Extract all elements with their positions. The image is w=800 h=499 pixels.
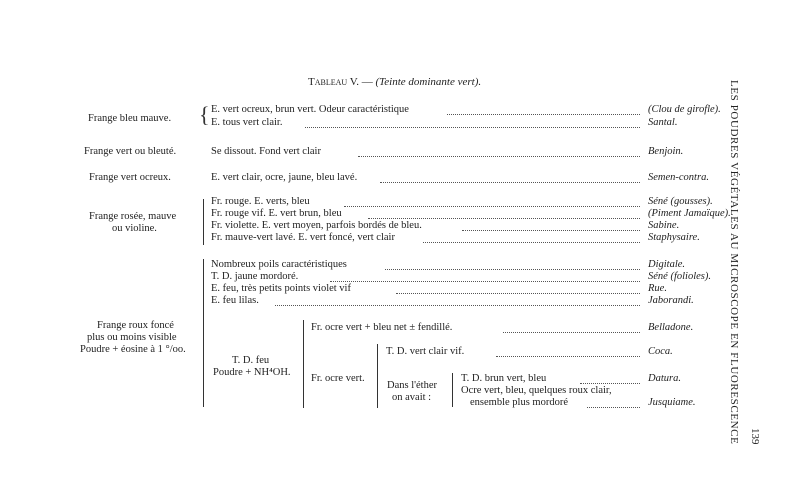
ether-label-line1: Dans l'éther bbox=[387, 380, 437, 391]
dot-leader bbox=[380, 182, 640, 183]
row-desc: Ocre vert, bleu, quelques roux clair, bbox=[461, 385, 612, 396]
row-plant: Benjoin. bbox=[648, 146, 684, 157]
row-plant: Staphysaire. bbox=[648, 232, 700, 243]
row-desc: Fr. mauve-vert lavé. E. vert foncé, vert clair bbox=[211, 232, 395, 243]
brace-line bbox=[377, 344, 378, 408]
group-label-frange-roux-line2: plus ou moins visible bbox=[87, 332, 177, 343]
dot-leader bbox=[344, 206, 640, 207]
row-plant: Sabine. bbox=[648, 220, 680, 231]
row-desc: T. D. brun vert, bleu bbox=[461, 373, 547, 384]
dot-leader bbox=[275, 305, 640, 306]
brace-glyph: { bbox=[199, 102, 210, 127]
row-desc: Fr. violette. E. vert moyen, parfois bordés de bleu. bbox=[211, 220, 422, 231]
page-number: 139 bbox=[749, 428, 761, 445]
dot-leader bbox=[423, 242, 640, 243]
dot-leader bbox=[368, 218, 640, 219]
row-plant: Digitale. bbox=[648, 259, 686, 270]
row-desc: E. vert clair, ocre, jaune, bleu lavé. bbox=[211, 172, 358, 183]
running-head: LES POUDRES VÉGÉTALES AU MICROSCOPE EN FLUORESCENCE bbox=[728, 80, 740, 445]
ether-label-line2: on avait : bbox=[392, 392, 432, 403]
row-desc: E. feu, très petits points violet vif bbox=[211, 283, 351, 294]
dot-leader bbox=[447, 114, 640, 115]
brace-line bbox=[452, 373, 453, 407]
dot-leader bbox=[305, 127, 640, 128]
row-plant: Belladone. bbox=[648, 322, 694, 333]
group-label-frange-vert-bleute: Frange vert ou bleuté. bbox=[84, 146, 177, 157]
row-plant: (Piment Jamaïque). bbox=[648, 208, 731, 219]
dot-leader bbox=[396, 293, 640, 294]
row-desc: E. feu lilas. bbox=[211, 295, 259, 306]
row-plant: Rue. bbox=[648, 283, 667, 294]
dot-leader bbox=[330, 281, 640, 282]
dot-leader bbox=[358, 156, 640, 157]
brace-line bbox=[203, 259, 204, 407]
group-label-frange-rosee-line2: ou violine. bbox=[112, 223, 157, 234]
table-title-subtitle: (Teinte dominante vert). bbox=[375, 76, 482, 88]
row-plant: Coca. bbox=[648, 346, 673, 357]
dot-leader bbox=[385, 269, 640, 270]
group-label-frange-rosee-line1: Frange rosée, mauve bbox=[89, 211, 177, 222]
row-plant: Santal. bbox=[648, 117, 678, 128]
row-plant: Semen-contra. bbox=[648, 172, 709, 183]
group-label-frange-roux-line1: Frange roux foncé bbox=[97, 320, 174, 331]
td-feu-reagent: Poudre + NH⁴OH. bbox=[213, 367, 291, 378]
row-plant: Datura. bbox=[648, 373, 681, 384]
row-desc: Fr. rouge. E. verts, bleu bbox=[211, 196, 310, 207]
row-desc: T. D. jaune mordoré. bbox=[211, 271, 299, 282]
row-plant: Séné (folioles). bbox=[648, 271, 711, 282]
dot-leader bbox=[580, 383, 640, 384]
row-desc: E. tous vert clair. bbox=[211, 117, 283, 128]
ocre-vert-label: Fr. ocre vert. bbox=[311, 373, 365, 384]
brace-line bbox=[303, 320, 304, 408]
table-title-number: V. — bbox=[349, 76, 373, 88]
row-desc: ensemble plus mordoré bbox=[470, 397, 568, 408]
row-desc: T. D. vert clair vif. bbox=[386, 346, 465, 357]
row-desc: Fr. rouge vif. E. vert brun, bleu bbox=[211, 208, 342, 219]
row-desc: Fr. ocre vert + bleu net ± fendillé. bbox=[311, 322, 453, 333]
dot-leader bbox=[587, 407, 640, 408]
row-plant: Jaborandi. bbox=[648, 295, 694, 306]
row-desc: Nombreux poils caractéristiques bbox=[211, 259, 347, 270]
table-title bbox=[308, 76, 481, 88]
row-plant: Jusquiame. bbox=[648, 397, 696, 408]
td-feu-label: T. D. feu bbox=[232, 355, 270, 366]
row-desc: E. vert ocreux, brun vert. Odeur caractéristique bbox=[211, 104, 409, 115]
group-label-frange-roux-line3: Poudre + éosine à 1 °/oo. bbox=[80, 344, 186, 355]
row-desc: Se dissout. Fond vert clair bbox=[211, 146, 321, 157]
dot-leader bbox=[496, 356, 640, 357]
table-title-prefix: Tableau bbox=[308, 76, 348, 88]
group-label-frange-vert-ocreux: Frange vert ocreux. bbox=[89, 172, 171, 183]
group-label-frange-bleu-mauve: Frange bleu mauve. bbox=[88, 113, 172, 124]
brace-line bbox=[203, 199, 204, 245]
row-plant: Séné (gousses). bbox=[648, 196, 713, 207]
dot-leader bbox=[503, 332, 640, 333]
row-plant: (Clou de girofle). bbox=[648, 104, 721, 115]
dot-leader bbox=[462, 230, 640, 231]
